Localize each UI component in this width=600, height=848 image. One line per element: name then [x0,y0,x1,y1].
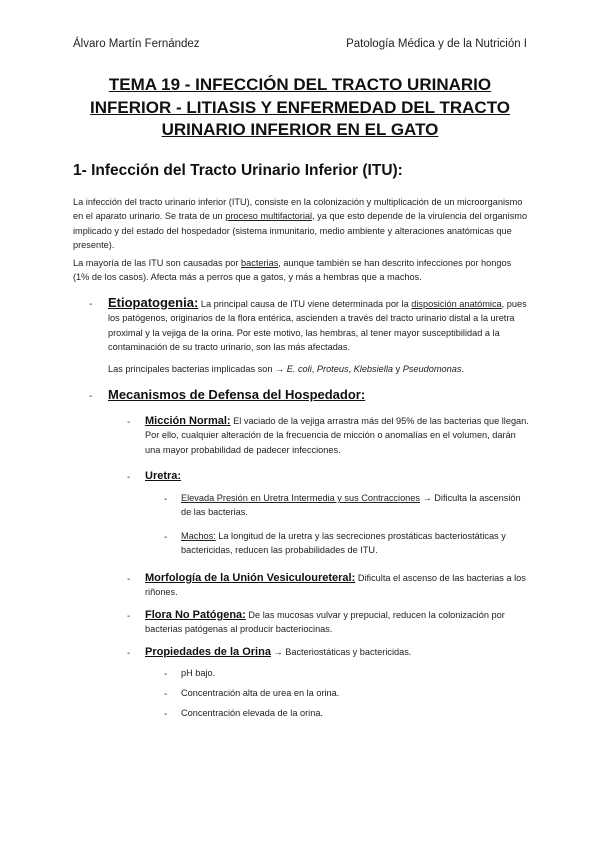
morfologia-block [145,571,529,600]
bacteria-proteus: Proteus [316,364,349,374]
para2-text-b: , aunque también se han descrito infecciones por hongos (1% de los casos). Afecta más a perros que a gatos, y más a hembras que a machos. [73,258,512,283]
bullet-dash: - [164,532,168,543]
bacteria-klebsiella: Klebsiella [353,364,393,374]
bullet-dash: - [127,611,131,622]
flora-block [145,608,529,637]
bacteria-ecoli: E. coli [286,364,312,374]
propiedad-item: Concentración alta de urea en la orina. [181,688,340,698]
flora-heading: Flora No Patógena: [145,609,246,621]
page-title [60,74,540,142]
bacteria-pseudomonas: Pseudomonas [402,364,462,374]
uretra-item2-underlined: Machos: [181,531,216,541]
bullet-dash: - [127,472,131,483]
bullet-dash: - [127,648,131,659]
bacteria-end: . [461,364,464,374]
bullet-dash: - [89,299,93,310]
bacteria-sep: , [348,364,354,374]
paragraph-definition [73,195,529,252]
bacteria-intro: Las principales bacterias implicadas son → [108,364,287,374]
propiedad-item: pH bajo. [181,668,216,678]
header-author: Álvaro Martín Fernández [73,38,200,50]
bullet-dash: - [127,417,131,428]
mecanismos-heading: Mecanismos de Defensa del Hospedador: [108,387,366,402]
mecanismos-heading-row [108,388,528,403]
morfologia-heading: Morfología de la Unión Vesiculoureteral: [145,572,356,584]
miccion-text: El vaciado de la vejiga arrastra más del 95% de las bacterias que llegan. Por ello, cualquier alteración de la frecuencia de micción o anomalías en el volumen, darán una mayor probabilidad de padecer infecciones. [145,416,529,455]
title-line-1: TEMA 19 - INFECCIÓN DEL TRACTO URINARIO [108,75,492,94]
paragraph-causes [73,256,529,285]
para1-text-a: La infección del tracto urinario inferior (ITU), consiste en la colonización y multiplicación de un microorganismo en el aparato urinario. Se trata de un [73,197,523,222]
uretra-item-presion [181,491,529,520]
etiopatogenia-underlined: disposición anatómica [411,299,502,309]
propiedades-heading: Propiedades de la Orina [145,646,271,658]
bullet-dash: - [164,494,168,505]
bullet-dash: - [127,574,131,585]
flora-text: De las mucosas vulvar y prepucial, reducen la colonización por bacterias patógenas al producir bacteriocinas. [145,610,505,635]
para1-text-b: , ya que esto depende de la virulencia del organismo implicado y del estado del hospedador (sistema inmunitario, medio ambiente y alteraciones anatómicas que presente). [73,211,528,250]
propiedad-item: Concentración elevada de la orina. [181,708,323,718]
miccion-block [145,414,529,457]
propiedades-text: → Bacteriostáticas y bactericidas. [270,647,412,657]
title-line-3: URINARIO INFERIOR EN EL GATO [161,120,439,139]
miccion-heading: Micción Normal: [145,415,231,427]
bullet-dash: - [164,669,168,680]
etiopatogenia-heading: Etiopatogenia: [108,295,199,310]
para1-underlined: proceso multifactorial [225,211,313,222]
etiopatogenia-block [108,296,528,354]
para2-text-a: La mayoría de las ITU son causadas por [73,258,242,268]
bacteria-sep: , [311,364,317,374]
uretra-item2-text: La longitud de la uretra y las secreciones prostáticas bacteriostáticas y bactericidas, reducen las probabilidades de ITU. [181,531,506,556]
bullet-dash: - [164,709,168,720]
etiopatogenia-text-b: , pues los patógenos, originarios de la flora entérica, ascienden a través del tracto urinario distal a la uretra proximal y la vejiga de la orina. Por este motivo, las hembras, al tener mayor susceptibilidad a la contaminación de su tracto urinario, son las más afectadas. [108,299,527,352]
uretra-heading-row [145,469,529,483]
propiedades-block [145,645,529,659]
bacteria-list [108,362,528,376]
bullet-dash: - [89,391,93,402]
uretra-heading: Uretra: [145,470,182,482]
morfologia-text: Dificulta el ascenso de las bacterias a los riñones. [145,573,526,598]
bacteria-sep: y [392,364,403,374]
bullet-dash: - [164,689,168,700]
header-course: Patología Médica y de la Nutrición I [346,38,527,50]
uretra-item1-underlined: Elevada Presión en Uretra Intermedia y sus Contracciones [181,493,420,503]
para2-underlined: bacterias [241,258,279,268]
section-heading: 1- Infección del Tracto Urinario Inferior (ITU): [73,162,403,179]
uretra-item1-text: → Dificulta la ascensión de las bacterias. [181,493,521,518]
etiopatogenia-text-a: La principal causa de ITU viene determinada por la [198,299,412,309]
uretra-item-machos [181,529,529,558]
title-line-2: INFERIOR - LITIASIS Y ENFERMEDAD DEL TRACTO [90,97,510,117]
